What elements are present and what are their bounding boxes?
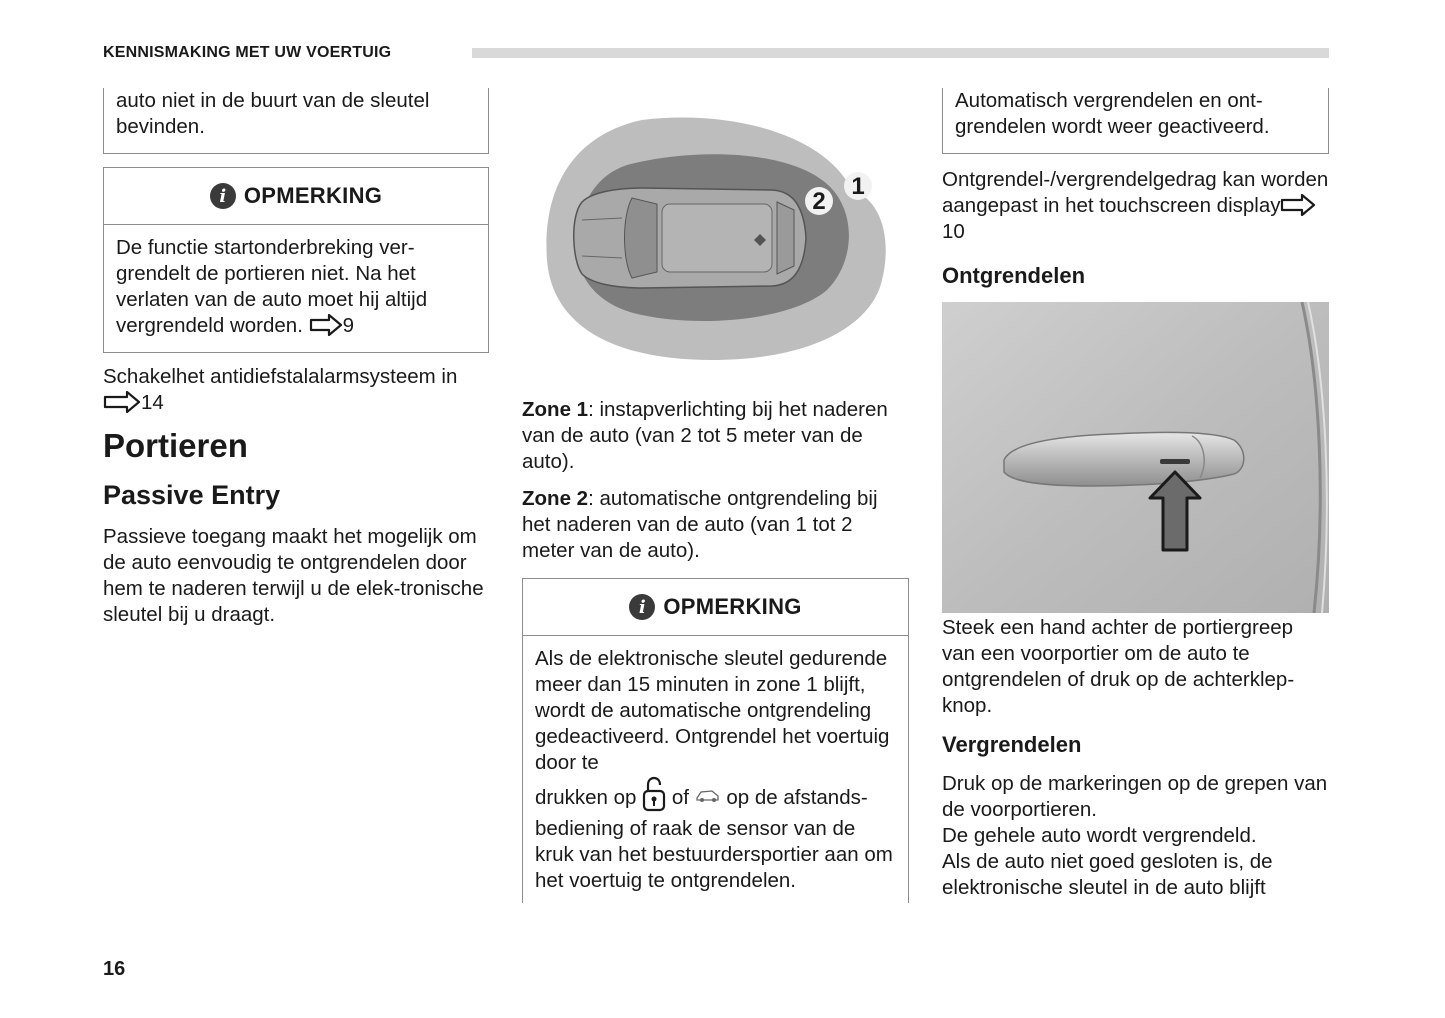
note-body bbox=[523, 636, 908, 907]
car-top-view bbox=[574, 188, 806, 288]
note-text: bediening of raak de sensor van de kruk van het bestuurdersportier aan om het voertuig te ontgrendelen. bbox=[535, 817, 893, 892]
passive-entry-text: Passieve toegang maakt het mogelijk om de auto eenvoudig te ontgrendelen door hem te naderen terwijl u de elek-tronische sleutel bij u draagt. bbox=[103, 525, 484, 626]
column-left bbox=[103, 88, 489, 628]
page-reference[interactable]: 14 bbox=[141, 391, 164, 414]
info-icon: i bbox=[210, 183, 236, 209]
note-box-immobiliser bbox=[103, 167, 489, 353]
note-header bbox=[523, 579, 908, 636]
page-number: 16 bbox=[103, 958, 126, 980]
lock-text-1: Druk op de markeringen op de grepen van de voorportieren. bbox=[942, 772, 1328, 821]
heading-ontgrendelen: Ontgrendelen bbox=[942, 263, 1086, 288]
note-text-or: of bbox=[671, 786, 689, 809]
column-right bbox=[942, 88, 1329, 901]
zone-1-label: Zone 1 bbox=[522, 398, 589, 421]
page-reference-arrow-icon bbox=[1280, 194, 1316, 216]
zone-label-1-text: 1 bbox=[851, 173, 865, 200]
lock-text-3: Als de auto niet goed gesloten is, de elektronische sleutel in de auto blijft bbox=[942, 850, 1273, 899]
note-header bbox=[104, 168, 488, 225]
column-middle bbox=[522, 110, 909, 903]
info-icon: i bbox=[629, 594, 655, 620]
continued-notice-text: Automatisch vergrendelen en ont-grendelen wordt weer geactiveerd. bbox=[955, 89, 1270, 138]
zone-label-2 bbox=[805, 187, 833, 215]
zone-label-2-text: 2 bbox=[812, 188, 826, 215]
subheading-passive-entry: Passive Entry bbox=[103, 480, 281, 510]
note-text: Als de elektronische sleutel gedurende meer dan 15 minuten in zone 1 blijft, wordt de automatische ontgrendeling gedeactiveerd. Ontgrendel het voertuig door te bbox=[535, 647, 890, 774]
note-text-press: drukken op bbox=[535, 786, 637, 809]
heading-vergrendelen: Vergrendelen bbox=[942, 732, 1082, 757]
note-box-auto-unlock bbox=[522, 578, 909, 903]
page-reference-arrow-icon bbox=[103, 391, 141, 413]
note-text-remote: op de afstands- bbox=[726, 786, 868, 809]
page-reference-arrow-icon bbox=[309, 314, 343, 336]
zone-2-label: Zone 2 bbox=[522, 487, 589, 510]
header-rule bbox=[472, 48, 1329, 58]
note-title: OPMERKING bbox=[243, 183, 383, 208]
note-body bbox=[104, 225, 488, 352]
unlock-text: Steek een hand achter de portiergreep van een voorportier om de auto te ontgrendelen of druk op de achterklep-knop. bbox=[942, 616, 1295, 717]
page-reference[interactable]: 9 bbox=[342, 314, 355, 337]
continued-notice-box bbox=[103, 88, 489, 154]
unlock-icon bbox=[642, 776, 666, 812]
section-heading-portieren: Portieren bbox=[103, 427, 248, 464]
behaviour-text: Ontgrendel-/vergrendelgedrag kan worden aangepast in het touchscreen display bbox=[942, 168, 1329, 217]
continued-notice-box bbox=[942, 88, 1329, 154]
tailgate-icon bbox=[695, 784, 721, 806]
continued-notice-text: auto niet in de buurt van de sleutel bevinden. bbox=[116, 89, 430, 138]
zone-2-text: : automatische ontgrendeling bij het naderen van de auto (van 1 tot 2 meter van de auto). bbox=[522, 487, 878, 562]
alarm-text: Schakelhet antidiefstalalarmsysteem in bbox=[103, 365, 458, 388]
lock-text-2: De gehele auto wordt vergrendeld. bbox=[942, 824, 1257, 847]
running-header: KENNISMAKING MET UW VOERTUIG bbox=[103, 44, 392, 61]
zone-1-text: : instapverlichting bij het naderen van de auto (van 2 tot 5 meter van de auto). bbox=[522, 398, 888, 473]
zone-label-1 bbox=[844, 172, 872, 200]
note-text: De functie startonderbreking ver-grendelt de portieren niet. Na het verlaten van de auto moet hij altijd vergrendeld worden. bbox=[116, 236, 428, 337]
note-title: OPMERKING bbox=[663, 594, 802, 619]
page-reference[interactable]: 10 bbox=[942, 220, 965, 243]
zone-diagram bbox=[522, 110, 909, 370]
door-handle-photo bbox=[942, 302, 1329, 613]
